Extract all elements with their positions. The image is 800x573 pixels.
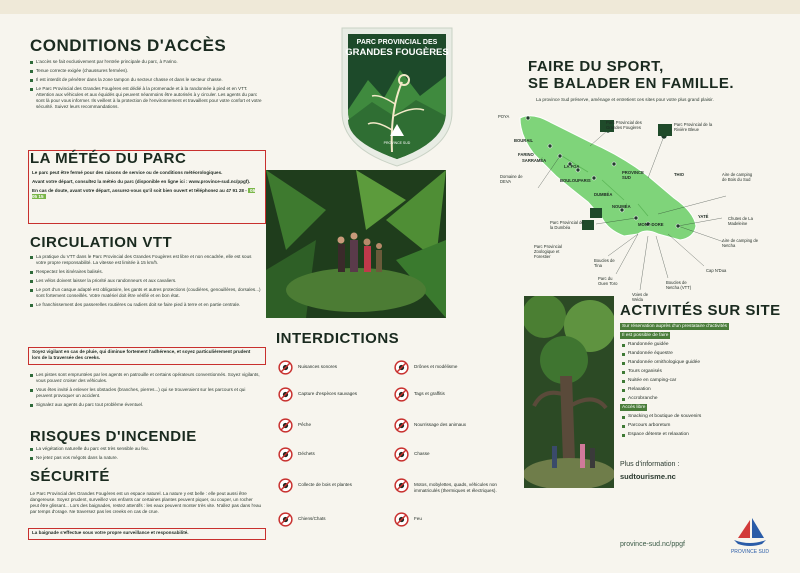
- badge-line2: GRANDES FOUGÈRES: [345, 47, 449, 58]
- map-label-bourail: BOURAIL: [514, 138, 534, 143]
- risques-list: [30, 446, 262, 464]
- province-map: [498, 106, 788, 306]
- meteo-p2: Avant votre départ, consultez la météo du parc (disponible en ligne ici : www.province-sud.nc/ppgf).: [32, 179, 251, 184]
- map-label-bois-du-sud: Aire de camping de Bois du Sud: [722, 172, 753, 182]
- speaker-banned-icon: [278, 360, 293, 375]
- map-label-lafoa: LA FOA: [564, 164, 580, 169]
- interdiction-label: Capture d'espèces sauvages: [298, 391, 358, 396]
- interdiction-label: Nuisances sonores: [298, 364, 338, 369]
- activites-head-libre: Accès libre: [622, 405, 646, 410]
- activites-list: [620, 322, 770, 439]
- conditions-title: CONDITIONS D'ACCÈS: [30, 36, 227, 55]
- interdiction-label: Drônes et modélisme: [414, 364, 458, 369]
- list-item: Vous êtes invité à enlever les obstacles (branches, pierres...) qui se trouveraient sur les parcours et qui peuvent provoquer un accident.: [30, 387, 262, 399]
- map-label-netcha-vtt: Boucles de Netcha (VTT): [666, 280, 692, 290]
- interdiction-label: Chiens/Chats: [298, 516, 326, 521]
- map-label-thio: THIO: [674, 172, 685, 177]
- badge-footer: PROVINCE SUD: [383, 141, 411, 145]
- list-item: Accrobranche: [620, 394, 770, 403]
- map-label-tina: Boucles de Tina: [594, 258, 615, 268]
- list-item: Le port d'un casque adapté est obligatoire, les gants et autres protections (coudières, genouillères, dorsales...) sont fortement conseillés. Votre matériel doit être vérifié et en bon état.: [30, 287, 262, 299]
- list-item: Il est interdit de pénétrer dans la zone tampon du secteur chasse et dans le secteur chasse.: [30, 77, 262, 83]
- motorbike-banned-icon: [394, 478, 409, 493]
- baignade-text: La baignade s'effectue sous votre propre surveillance et responsabilité.: [32, 530, 189, 535]
- list-item: Nuitée en camping-car: [620, 376, 770, 385]
- dog-banned-icon: [278, 512, 293, 527]
- vtt-list-2: [30, 372, 262, 411]
- map-label-camping-netcha: Aire de camping de Netcha: [722, 238, 759, 248]
- map-label-noumea: NOUMÉA: [612, 204, 631, 209]
- activites-head-possible: Il est possible de faire: [622, 333, 669, 338]
- meteo-p3: En cas de doute, avant votre départ, assurez-vous qu'il soit bien ouvert et téléphonez au 47 91 28 - 05 05 15: [32, 188, 256, 199]
- island-shape: [498, 106, 788, 306]
- list-item: Randonnée équestre: [620, 349, 770, 358]
- footer-url-link[interactable]: province-sud.nc/ppgf: [620, 541, 685, 548]
- list-item: Les pistes sont empruntées par les agents en patrouille et certains opérateurs conventionnés. Soyez vigilants, vous pouvez croiser des véhicules.: [30, 372, 262, 384]
- list-item: Randonnée ornithologique guidée: [620, 358, 770, 367]
- interdiction-label: Déchets: [298, 451, 315, 456]
- map-label-pp-dumbea: Parc Provincial de la Dumbéa: [550, 220, 584, 230]
- hunting-banned-icon: [394, 447, 409, 462]
- list-item: Randonnée guidée: [620, 340, 770, 349]
- plant-banned-icon: [278, 478, 293, 493]
- vtt-warning: Soyez vigilant en cas de pluie, qui diminue fortement l'adhérence, et soyez particulièrement prudent lors de la traversée des creeks.: [32, 349, 251, 360]
- map-label-boulouparis: BOULOUPARIS: [560, 178, 591, 183]
- map-label-dumbea: DUMBÉA: [594, 192, 613, 197]
- securite-text: Le Parc Provincial des Grandes Fougères est un espace naturel. La nature y est belle : elle peut aussi être dangereuse. Soyez prudent, surveillez vos enfants car certaines plantes peuvent piquer, ou couper, un rocher peut être glissant... Lors des baignades, restez attentifs : les eaux peuvent monter très vite. N'allez pas dans l'eau par temps d'orage. Ne traversez pas les creeks en cas de crue.: [30, 491, 262, 514]
- map-label-province-sud: PROVINCE SUD: [622, 170, 644, 180]
- interdiction-label: Chasse: [414, 451, 430, 456]
- list-item: La pratique du VTT dans le Parc Provincial des Grandes Fougères est libre et non encadrée, elle est sous votre propre responsabilité. La vitesse est limitée à 15 km/h.: [30, 254, 262, 266]
- trash-banned-icon: [278, 447, 293, 462]
- map-label-montdore: MONT-DORE: [638, 222, 664, 227]
- interdiction-label: Pêche: [298, 422, 312, 427]
- map-label-farino: FARINO: [518, 152, 534, 157]
- interdiction-label: Motos, mobylettes, quads, véhicules non immatriculés (thermiques et électriques).: [414, 482, 497, 493]
- interdictions-title: INTERDICTIONS: [276, 330, 400, 347]
- map-label-sarramea: SARRAMÉA: [522, 158, 547, 163]
- phone-badge: 05 05 15: [32, 188, 256, 199]
- park-badge-logo: [332, 20, 462, 170]
- fire-banned-icon: [394, 512, 409, 527]
- list-item: La végétation naturelle du parc est très sensible au feu.: [30, 446, 262, 452]
- fishing-banned-icon: [278, 418, 293, 433]
- more-info-label: Plus d'information :: [620, 461, 680, 468]
- feeding-banned-icon: [394, 418, 409, 433]
- securite-title: SÉCURITÉ: [30, 468, 110, 485]
- sudtourisme-link[interactable]: sudtourisme.nc: [620, 472, 676, 481]
- map-label-poya: POYA: [498, 114, 510, 119]
- badge-line1: PARC PROVINCIAL DES: [356, 39, 438, 46]
- map-label-ouen-toro: Parc du Ouen Toro: [598, 276, 618, 286]
- map-label-riviere-bleue: Parc Provincial de la Rivière Bleue: [674, 122, 713, 132]
- drone-banned-icon: [394, 360, 409, 375]
- logo-text: PROVINCE SUD: [730, 549, 770, 555]
- activites-title: ACTIVITÉS SUR SITE: [620, 302, 781, 319]
- meteo-p1: Le parc peut être fermé pour des raisons de service ou de conditions météorologiques.: [32, 170, 223, 175]
- vtt-title: CIRCULATION VTT: [30, 234, 173, 251]
- list-item: Espace détente et relaxation: [620, 430, 770, 439]
- spray-banned-icon: [394, 387, 409, 402]
- list-item: Signalez aux agents du parc tout problème éventuel.: [30, 402, 262, 408]
- list-item: Le Parc Provincial des Grandes Fougères est dédié à la promenade et à la randonnée à pied et en VTT. Attention aux véhicules et aux équidés qui peuvent néanmoins être autorisés à y circuler. Les agents du parc sont là pour vous informer. Ils veillent à la protection de l'environnement et travaillent pour votre confort et votre sécurité. Suivez leurs recommandations.: [30, 86, 262, 110]
- list-item: Le franchissement des passerelles routières ou radiers doit se faire pied à terre et en partie centrale.: [30, 302, 262, 308]
- sport-title: [528, 58, 734, 92]
- list-item: Respectez les itinéraires balisés.: [30, 269, 262, 275]
- map-label-weda: Voies de Wéda: [632, 292, 649, 302]
- list-item: Relaxation: [620, 385, 770, 394]
- vtt-list: [30, 254, 262, 311]
- list-item: Les vélos doivent laisser la priorité aux randonneurs et aux cavaliers.: [30, 278, 262, 284]
- list-item: Parcours arboretum: [620, 421, 770, 430]
- list-item: Ne jetez pas vos mégots dans la nature.: [30, 455, 262, 461]
- list-item: L'accès se fait exclusivement par l'entrée principale du parc, à Farino.: [30, 59, 262, 65]
- list-item: Tenue correcte exigée (chaussures fermées).: [30, 68, 262, 74]
- hikers-photo: [266, 170, 446, 318]
- map-label-deva: Domaine de DEVA: [500, 174, 523, 184]
- butterfly-banned-icon: [278, 387, 293, 402]
- interdiction-label: Tags et graffitis: [414, 391, 445, 396]
- map-label-madeleine: Chutes de La Madeleine: [728, 216, 753, 226]
- top-texture-band: [0, 0, 800, 14]
- sport-title-line1: FAIRE DU SPORT,: [528, 58, 664, 75]
- forest-photo: [524, 296, 614, 488]
- meteo-title: LA MÉTÉO DU PARC: [30, 150, 187, 167]
- interdiction-label: Feu: [414, 516, 422, 521]
- sport-subtitle: La province Sud préserve, aménage et entretient ces sites pour votre plus grand plaisir.: [536, 97, 714, 102]
- province-sud-logo: [728, 516, 772, 556]
- meteo-text: [32, 170, 260, 203]
- conditions-list: [30, 59, 262, 113]
- map-label-yate: YATÉ: [698, 214, 709, 219]
- list-item: Tours organisés: [620, 367, 770, 376]
- interdiction-label: Nourrissage des animaux: [414, 422, 467, 427]
- list-item: Snacking et boutique de souvenirs: [620, 412, 770, 421]
- interdiction-label: Collecte de bois et plantes: [298, 482, 352, 487]
- risques-title: RISQUES D'INCENDIE: [30, 428, 197, 445]
- map-label-grandes-fougeres: Parc Provincial des Grandes Fougères: [606, 120, 642, 130]
- map-label-zoo: Parc Provincial Zoologique et Forestier: [534, 244, 562, 259]
- activites-head-reservation: Sur réservation auprès d'un prestataire d'activités: [622, 324, 728, 329]
- sport-title-line2: SE BALADER EN FAMILLE.: [528, 75, 735, 92]
- map-label-cap-ndua: Cap N'Dua: [706, 268, 727, 273]
